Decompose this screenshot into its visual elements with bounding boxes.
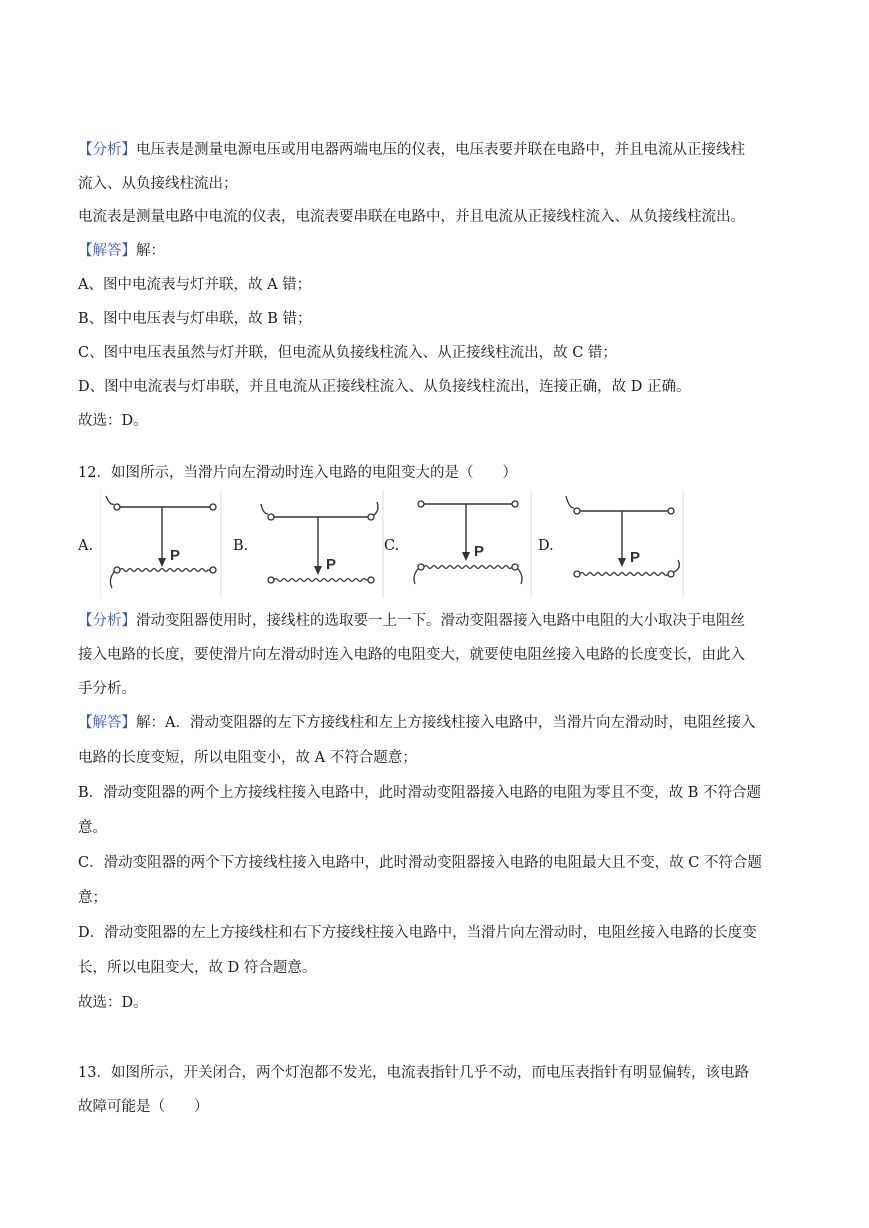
q12-answer-line-2: 电路的长度变短，所以电阻变小，故 A 不符合题意； [78,750,417,766]
q12-answer-b-line-1: B．滑动变阻器的两个上方接线柱接入电路中，此时滑动变阻器接入电路的电阻为零且不变，故 B 不符合题 [78,785,762,801]
q11-choice: 故选：D。 [78,413,148,429]
option-a-label: A. [78,538,94,554]
option-c-label: C. [384,538,400,554]
analysis-tag: 【分析】 [78,142,136,158]
analysis-tag: 【分析】 [78,613,136,629]
q13-question-line-1: 13．如图所示，开关闭合，两个灯泡都不发光，电流表指针几乎不动，而电压表指针有明显偏转，该电路 [78,1065,749,1081]
q12-analysis-line-3: 手分析。 [78,681,136,697]
q12-options-figures [78,490,698,600]
q12-question: 12．如图所示，当滑片向左滑动时连入电路的电阻变大的是（ ） [78,465,517,481]
rheostat-figure-b [256,490,384,598]
q12-analysis-line-2: 接入电路的长度，要使滑片向左滑动时连入电路的电阻变大，就要使电阻丝接入电路的长度变长，由此入 [78,647,745,663]
rheostat-figure-c [406,490,532,598]
rheostat-figure-d [560,490,684,598]
q12-answer-b-line-2: 意。 [78,820,107,836]
answer-tag: 【解答】 [78,243,136,259]
q12-answer-d-line-1: D．滑动变阻器的左上方接线柱和右下方接线柱接入电路中，当滑片向左滑动时，电阻丝接入电路的长度变 [78,925,757,941]
q11-answer-c: C、图中电压表虽然与灯并联，但电流从负接线柱流入、从正接线柱流出，故 C 错； [78,345,617,361]
slider-p-label: P [326,556,337,573]
q12-choice: 故选：D。 [78,995,148,1011]
slider-p-label: P [630,549,641,566]
q13-question-line-2: 故障可能是（ ） [78,1099,209,1115]
q11-analysis-line-1: 【分析】电压表是测量电源电压或用电器两端电压的仪表，电压表要并联在电路中，并且电流从正接线柱 [78,142,745,158]
q12-answer-c-line-1: C．滑动变阻器的两个下方接线柱接入电路中，此时滑动变阻器接入电路的电阻最大且不变，故 C 不符合题 [78,855,762,871]
q11-answer-d: D、图中电流表与灯串联，并且电流从正接线柱流入、从负接线柱流出，连接正确，故 D 正确。 [78,379,691,395]
option-d-label: D. [538,538,554,554]
slider-p-label: P [170,547,181,564]
q12-analysis-line-1: 【分析】滑动变阻器使用时，接线柱的选取要一上一下。滑动变阻器接入电路中电阻的大小取决于电阻丝 [78,613,745,629]
q11-analysis-line-2: 流入、从负接线柱流出； [78,176,238,192]
answer-tag: 【解答】 [78,715,136,731]
q11-analysis-line-3: 电流表是测量电路中电流的仪表，电流表要串联在电路中，并且电流从正接线柱流入、从负接线柱流出。 [78,209,745,225]
q11-answer-line-1: 【解答】解： [78,243,165,259]
slider-p-label: P [474,543,485,560]
q12-answer-d-line-2: 长，所以电阻变大，故 D 符合题意。 [78,960,317,976]
q11-answer-a: A、图中电流表与灯并联，故 A 错； [78,277,312,293]
q12-answer-line-1: 【解答】解：A．滑动变阻器的左下方接线柱和左上方接线柱接入电路中，当滑片向左滑动时，电阻丝接入 [78,715,756,731]
q12-answer-c-line-2: 意； [78,890,107,906]
rheostat-figure-a [100,490,222,598]
q11-answer-b: B、图中电压表与灯串联，故 B 错； [78,311,312,327]
option-b-label: B. [233,538,249,554]
